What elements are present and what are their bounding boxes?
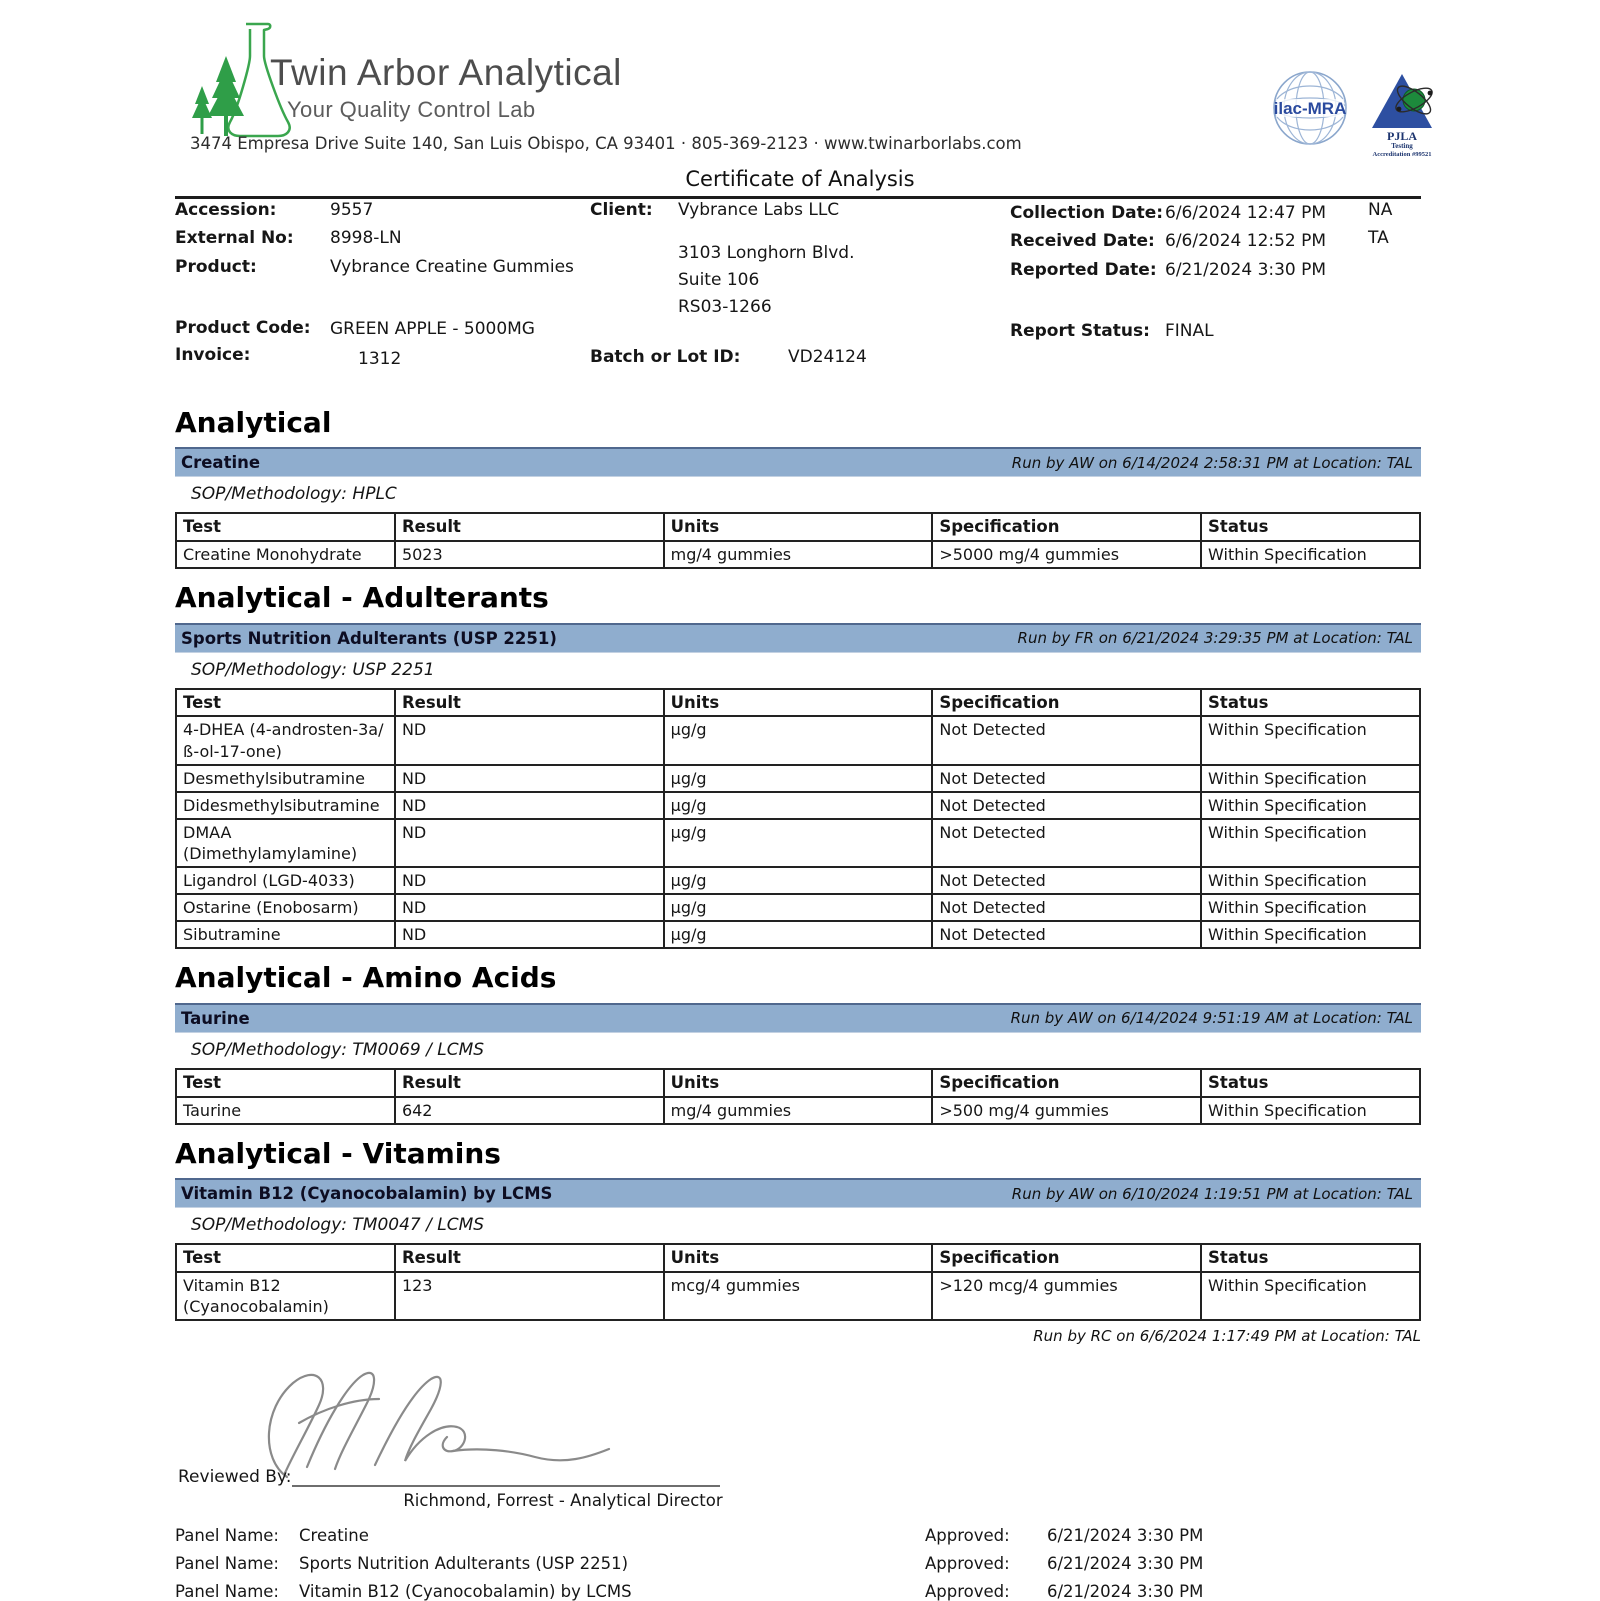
column-header: Result — [395, 1069, 664, 1097]
accession-label: Accession: — [175, 200, 277, 220]
table-cell: µg/g — [664, 716, 933, 764]
table-cell: 4-DHEA (4-androsten-3a/ß-ol-17-one) — [176, 716, 395, 764]
panel-approvals — [175, 1526, 1421, 1601]
flag-na: NA — [1368, 200, 1393, 220]
column-header: Units — [664, 1069, 933, 1097]
column-header: Status — [1201, 1244, 1420, 1272]
sample-info-block — [0, 200, 1600, 375]
table-cell: mg/4 gummies — [664, 1097, 933, 1124]
table-header-row — [176, 689, 1420, 717]
table-cell: Within Specification — [1201, 894, 1420, 921]
panel-name-value: Vitamin B12 (Cyanocobalamin) by LCMS — [299, 1582, 632, 1601]
column-header: Test — [176, 1244, 395, 1272]
analytical-section — [175, 963, 1421, 1124]
reported-date-value: 6/21/2024 3:30 PM — [1165, 260, 1327, 280]
sop-methodology: SOP/Methodology: HPLC — [191, 484, 397, 505]
panel-band — [175, 623, 1421, 653]
panel-run-by: Run by AW on 6/14/2024 2:58:31 PM at Location: TAL — [1011, 453, 1413, 472]
section-heading: Analytical - Vitamins — [175, 1136, 501, 1170]
collection-date-value: 6/6/2024 12:47 PM — [1165, 203, 1327, 223]
column-header: Status — [1201, 513, 1420, 541]
section-heading: Analytical - Amino Acids — [175, 961, 557, 995]
table-row — [176, 921, 1420, 948]
product-code-label: Product Code: — [175, 318, 311, 338]
panel-title: Sports Nutrition Adulterants (USP 2251) — [181, 628, 557, 648]
panel-approval-row — [175, 1554, 1421, 1573]
table-cell: µg/g — [664, 867, 933, 894]
table-cell: ND — [395, 867, 664, 894]
panel-approval-row — [175, 1526, 1421, 1545]
client-name: Vybrance Labs LLC — [678, 200, 840, 220]
column-header: Result — [395, 1244, 664, 1272]
sop-methodology: SOP/Methodology: TM0069 / LCMS — [191, 1039, 485, 1060]
panel-band — [175, 447, 1421, 477]
table-cell: Creatine Monohydrate — [176, 541, 395, 568]
table-row — [176, 819, 1420, 867]
product-label: Product: — [175, 257, 257, 277]
table-cell: Not Detected — [932, 765, 1201, 792]
client-address-line2: Suite 106 — [678, 270, 760, 290]
client-label: Client: — [590, 200, 653, 220]
table-row — [176, 1272, 1420, 1320]
table-row — [176, 716, 1420, 764]
table-cell: Not Detected — [932, 921, 1201, 948]
table-row — [176, 541, 1420, 568]
table-cell: >120 mcg/4 gummies — [932, 1272, 1201, 1320]
reported-date-label: Reported Date: — [1010, 260, 1157, 280]
panel-approval-row — [175, 1582, 1421, 1601]
table-cell: Sibutramine — [176, 921, 395, 948]
column-header: Specification — [932, 513, 1201, 541]
column-header: Status — [1201, 689, 1420, 717]
panel-title: Vitamin B12 (Cyanocobalamin) by LCMS — [181, 1184, 553, 1204]
panel-run-by: Run by AW on 6/14/2024 9:51:19 AM at Location: TAL — [1010, 1009, 1413, 1028]
client-address-line3: RS03-1266 — [678, 297, 772, 317]
sop-methodology: SOP/Methodology: TM0047 / LCMS — [191, 1215, 485, 1236]
table-cell: µg/g — [664, 819, 933, 867]
table-cell: >5000 mg/4 gummies — [932, 541, 1201, 568]
accreditation-logos — [1268, 66, 1442, 158]
table-cell: Within Specification — [1201, 541, 1420, 568]
table-row — [176, 1097, 1420, 1124]
invoice-label: Invoice: — [175, 345, 251, 365]
table-cell: Within Specification — [1201, 716, 1420, 764]
table-cell: Not Detected — [932, 819, 1201, 867]
table-cell: Ligandrol (LGD-4033) — [176, 867, 395, 894]
report-status-label: Report Status: — [1010, 321, 1150, 341]
table-cell: ND — [395, 716, 664, 764]
received-date-value: 6/6/2024 12:52 PM — [1165, 231, 1327, 251]
table-cell: Ostarine (Enobosarm) — [176, 894, 395, 921]
client-address-line1: 3103 Longhorn Blvd. — [678, 243, 855, 263]
panel-name-label: Panel Name: — [175, 1554, 279, 1574]
table-cell: ND — [395, 792, 664, 819]
collection-date-label: Collection Date: — [1010, 203, 1164, 223]
accession-value: 9557 — [330, 200, 374, 220]
table-cell: Not Detected — [932, 894, 1201, 921]
panel-name-label: Panel Name: — [175, 1526, 279, 1546]
table-cell: Taurine — [176, 1097, 395, 1124]
svg-text:Testing: Testing — [1391, 142, 1413, 150]
table-row — [176, 765, 1420, 792]
table-cell: ND — [395, 894, 664, 921]
column-header: Test — [176, 513, 395, 541]
svg-text:Accreditation #99521: Accreditation #99521 — [1372, 151, 1432, 158]
table-cell: ND — [395, 765, 664, 792]
table-cell: >500 mg/4 gummies — [932, 1097, 1201, 1124]
approved-date: 6/21/2024 3:30 PM — [1047, 1554, 1204, 1574]
column-header: Specification — [932, 1244, 1201, 1272]
external-no-label: External No: — [175, 228, 294, 248]
table-row — [176, 792, 1420, 819]
title-rule — [175, 196, 1421, 199]
pjla-logo-icon — [1362, 66, 1442, 158]
section-heading: Analytical — [175, 406, 332, 439]
table-cell: Not Detected — [932, 716, 1201, 764]
table-cell: Within Specification — [1201, 819, 1420, 867]
report-body — [175, 408, 1421, 1601]
reviewer-name-title: Richmond, Forrest - Analytical Director — [403, 1491, 723, 1511]
company-name: Twin Arbor Analytical — [270, 52, 622, 93]
product-value: Vybrance Creatine Gummies — [330, 257, 574, 277]
company-tagline: Your Quality Control Lab — [287, 97, 536, 122]
table-cell: Within Specification — [1201, 867, 1420, 894]
results-table — [175, 1243, 1421, 1321]
analytical-sections — [175, 408, 1421, 1345]
column-header: Specification — [932, 1069, 1201, 1097]
external-no-value: 8998-LN — [330, 228, 402, 248]
flag-ta: TA — [1368, 228, 1389, 248]
table-cell: µg/g — [664, 792, 933, 819]
invoice-value: 1312 — [358, 349, 402, 369]
column-header: Test — [176, 1069, 395, 1097]
table-cell: mg/4 gummies — [664, 541, 933, 568]
document-title: Certificate of Analysis — [685, 167, 915, 191]
column-header: Specification — [932, 689, 1201, 717]
column-header: Units — [664, 1244, 933, 1272]
results-table — [175, 512, 1421, 569]
results-table — [175, 1068, 1421, 1125]
table-cell: µg/g — [664, 894, 933, 921]
panel-title: Taurine — [181, 1008, 250, 1028]
panel-name-label: Panel Name: — [175, 1582, 279, 1601]
analytical-section — [175, 583, 1421, 949]
column-header: Units — [664, 513, 933, 541]
table-cell: Vitamin B12 (Cyanocobalamin) — [176, 1272, 395, 1320]
table-cell: 642 — [395, 1097, 664, 1124]
batch-label: Batch or Lot ID: — [590, 347, 741, 367]
panel-run-by: Run by AW on 6/10/2024 1:19:51 PM at Location: TAL — [1011, 1184, 1413, 1203]
panel-band — [175, 1003, 1421, 1033]
svg-text:ilac-MRA: ilac-MRA — [1273, 99, 1347, 118]
section-heading: Analytical - Adulterants — [175, 581, 549, 615]
table-cell: Within Specification — [1201, 921, 1420, 948]
table-cell: Within Specification — [1201, 1272, 1420, 1320]
table-cell: µg/g — [664, 921, 933, 948]
table-cell: Within Specification — [1201, 765, 1420, 792]
approved-label: Approved: — [925, 1554, 1010, 1574]
analytical-section — [175, 1136, 1421, 1346]
column-header: Result — [395, 513, 664, 541]
table-cell: Within Specification — [1201, 1097, 1420, 1124]
panel-run-by: Run by FR on 6/21/2024 3:29:35 PM at Location: TAL — [1017, 629, 1413, 648]
table-header-row — [176, 1244, 1420, 1272]
approved-label: Approved: — [925, 1582, 1010, 1601]
table-header-row — [176, 1069, 1420, 1097]
column-header: Status — [1201, 1069, 1420, 1097]
approved-date: 6/21/2024 3:30 PM — [1047, 1526, 1204, 1546]
column-header: Result — [395, 689, 664, 717]
results-table — [175, 688, 1421, 950]
table-cell: Not Detected — [932, 867, 1201, 894]
batch-value: VD24124 — [788, 347, 867, 367]
table-cell: DMAA (Dimethylamylamine) — [176, 819, 395, 867]
company-address: 3474 Empresa Drive Suite 140, San Luis Obispo, CA 93401 · 805-369-2123 · www.twinarborlabs.com — [190, 134, 1022, 153]
analytical-section — [175, 408, 1421, 569]
table-row — [176, 894, 1420, 921]
received-date-label: Received Date: — [1010, 231, 1155, 251]
panel-name-value: Sports Nutrition Adulterants (USP 2251) — [299, 1554, 629, 1574]
signature-block — [175, 1441, 1421, 1487]
product-code-value: GREEN APPLE - 5000MG — [330, 319, 535, 339]
table-cell: Desmethylsibutramine — [176, 765, 395, 792]
approved-label: Approved: — [925, 1526, 1010, 1546]
table-cell: Not Detected — [932, 792, 1201, 819]
signature-line — [292, 1465, 720, 1487]
table-cell: mcg/4 gummies — [664, 1272, 933, 1320]
panel-band — [175, 1178, 1421, 1208]
reviewed-by-label: Reviewed By: — [178, 1467, 292, 1488]
table-cell: ND — [395, 921, 664, 948]
table-cell: ND — [395, 819, 664, 867]
panel-name-value: Creatine — [299, 1526, 369, 1546]
run-by-footer: Run by RC on 6/6/2024 1:17:49 PM at Location: TAL — [1033, 1327, 1421, 1346]
table-cell: µg/g — [664, 765, 933, 792]
column-header: Units — [664, 689, 933, 717]
table-header-row — [176, 513, 1420, 541]
approved-date: 6/21/2024 3:30 PM — [1047, 1582, 1204, 1601]
table-cell: Within Specification — [1201, 792, 1420, 819]
report-status-value: FINAL — [1165, 321, 1214, 341]
panel-title: Creatine — [181, 453, 261, 473]
table-cell: 123 — [395, 1272, 664, 1320]
ilac-mra-logo-icon — [1268, 66, 1352, 150]
sop-methodology: SOP/Methodology: USP 2251 — [191, 659, 435, 680]
table-row — [176, 867, 1420, 894]
svg-text:PJLA: PJLA — [1387, 129, 1417, 143]
table-cell: Didesmethylsibutramine — [176, 792, 395, 819]
table-cell: 5023 — [395, 541, 664, 568]
column-header: Test — [176, 689, 395, 717]
